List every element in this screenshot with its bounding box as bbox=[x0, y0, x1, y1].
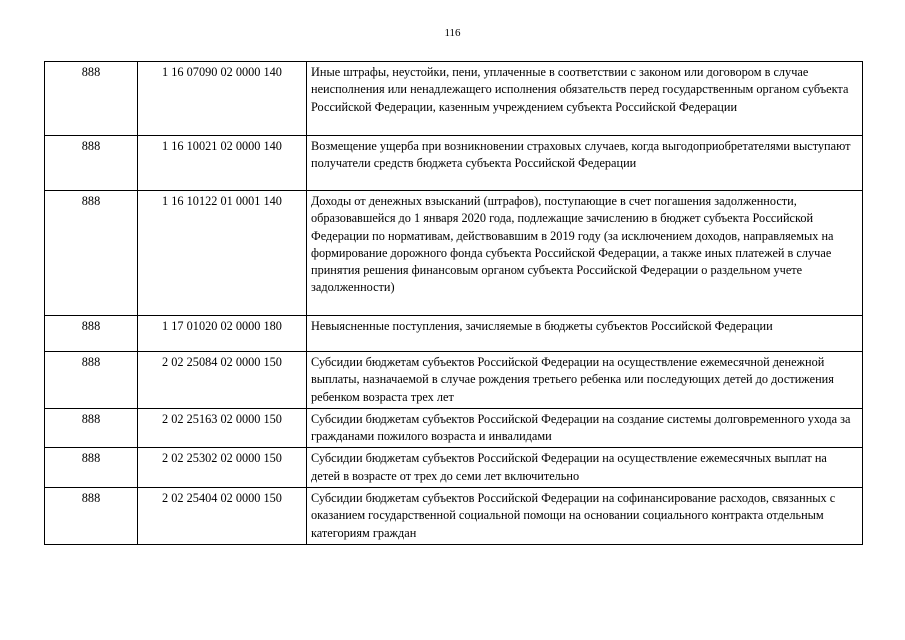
table-row bbox=[45, 352, 863, 409]
revenue-name-cell: Субсидии бюджетам субъектов Российской Федерации на осуществление ежемесячных выплат на детей в возрасте от трех до семи лет включительно bbox=[307, 448, 863, 488]
revenue-name-cell: Субсидии бюджетам субъектов Российской Федерации на софинансирование расходов, связанных с оказанием государственной социальной помощи на основании социального контракта отдельным категориям граждан bbox=[307, 488, 863, 545]
budget-code-cell: 2 02 25084 02 0000 150 bbox=[138, 352, 307, 409]
budget-code-cell: 1 16 10021 02 0000 140 bbox=[138, 136, 307, 191]
budget-code-cell: 1 16 07090 02 0000 140 bbox=[138, 62, 307, 136]
revenue-name-cell: Субсидии бюджетам субъектов Российской Федерации на осуществление ежемесячной денежной выплаты, назначаемой в случае рождения третьего ребенка или последующих детей до достижения ребенком возраста трех лет bbox=[307, 352, 863, 409]
revenue-name-cell: Иные штрафы, неустойки, пени, уплаченные в соответствии с законом или договором в случае неисполнения или ненадлежащего исполнения обязательств перед государственным органом субъекта Российской Федерации, казенным учреждением субъекта Российской Федерации bbox=[307, 62, 863, 136]
table-row bbox=[45, 316, 863, 352]
table-row bbox=[45, 408, 863, 448]
admin-code-cell: 888 bbox=[45, 448, 138, 488]
budget-code-cell: 1 16 10122 01 0001 140 bbox=[138, 191, 307, 316]
admin-code-cell: 888 bbox=[45, 62, 138, 136]
revenue-name-cell: Невыясненные поступления, зачисляемые в бюджеты субъектов Российской Федерации bbox=[307, 316, 863, 352]
admin-code-cell: 888 bbox=[45, 408, 138, 448]
admin-code-cell: 888 bbox=[45, 488, 138, 545]
budget-code-cell: 2 02 25163 02 0000 150 bbox=[138, 408, 307, 448]
admin-code-cell: 888 bbox=[45, 136, 138, 191]
revenue-name-cell: Возмещение ущерба при возникновении страховых случаев, когда выгодоприобретателями выступают получатели средств бюджета субъекта Российской Федерации bbox=[307, 136, 863, 191]
budget-code-cell: 2 02 25404 02 0000 150 bbox=[138, 488, 307, 545]
table-row bbox=[45, 191, 863, 316]
budget-code-cell: 2 02 25302 02 0000 150 bbox=[138, 448, 307, 488]
page-number: 116 bbox=[444, 27, 461, 39]
table-row bbox=[45, 136, 863, 191]
revenue-name-cell: Субсидии бюджетам субъектов Российской Федерации на создание системы долговременного ухода за гражданами пожилого возраста и инвалидами bbox=[307, 408, 863, 448]
budget-code-cell: 1 17 01020 02 0000 180 bbox=[138, 316, 307, 352]
table-row bbox=[45, 488, 863, 545]
revenue-name-cell: Доходы от денежных взысканий (штрафов), поступающие в счет погашения задолженности, образовавшейся до 1 января 2020 года, подлежащие зачислению в бюджет субъекта Российской Федерации по нормативам, действовавшим в 2019 году (за исключением доходов, направляемых на формирование дорожного фонда субъекта Российской Федерации, а также иных платежей в случае принятия решения финансовым органом субъекта Российской Федерации о раздельном учете задолженности) bbox=[307, 191, 863, 316]
admin-code-cell: 888 bbox=[45, 316, 138, 352]
table-row bbox=[45, 62, 863, 136]
admin-code-cell: 888 bbox=[45, 191, 138, 316]
admin-code-cell: 888 bbox=[45, 352, 138, 409]
table-row bbox=[45, 448, 863, 488]
revenue-codes-table bbox=[44, 61, 863, 545]
